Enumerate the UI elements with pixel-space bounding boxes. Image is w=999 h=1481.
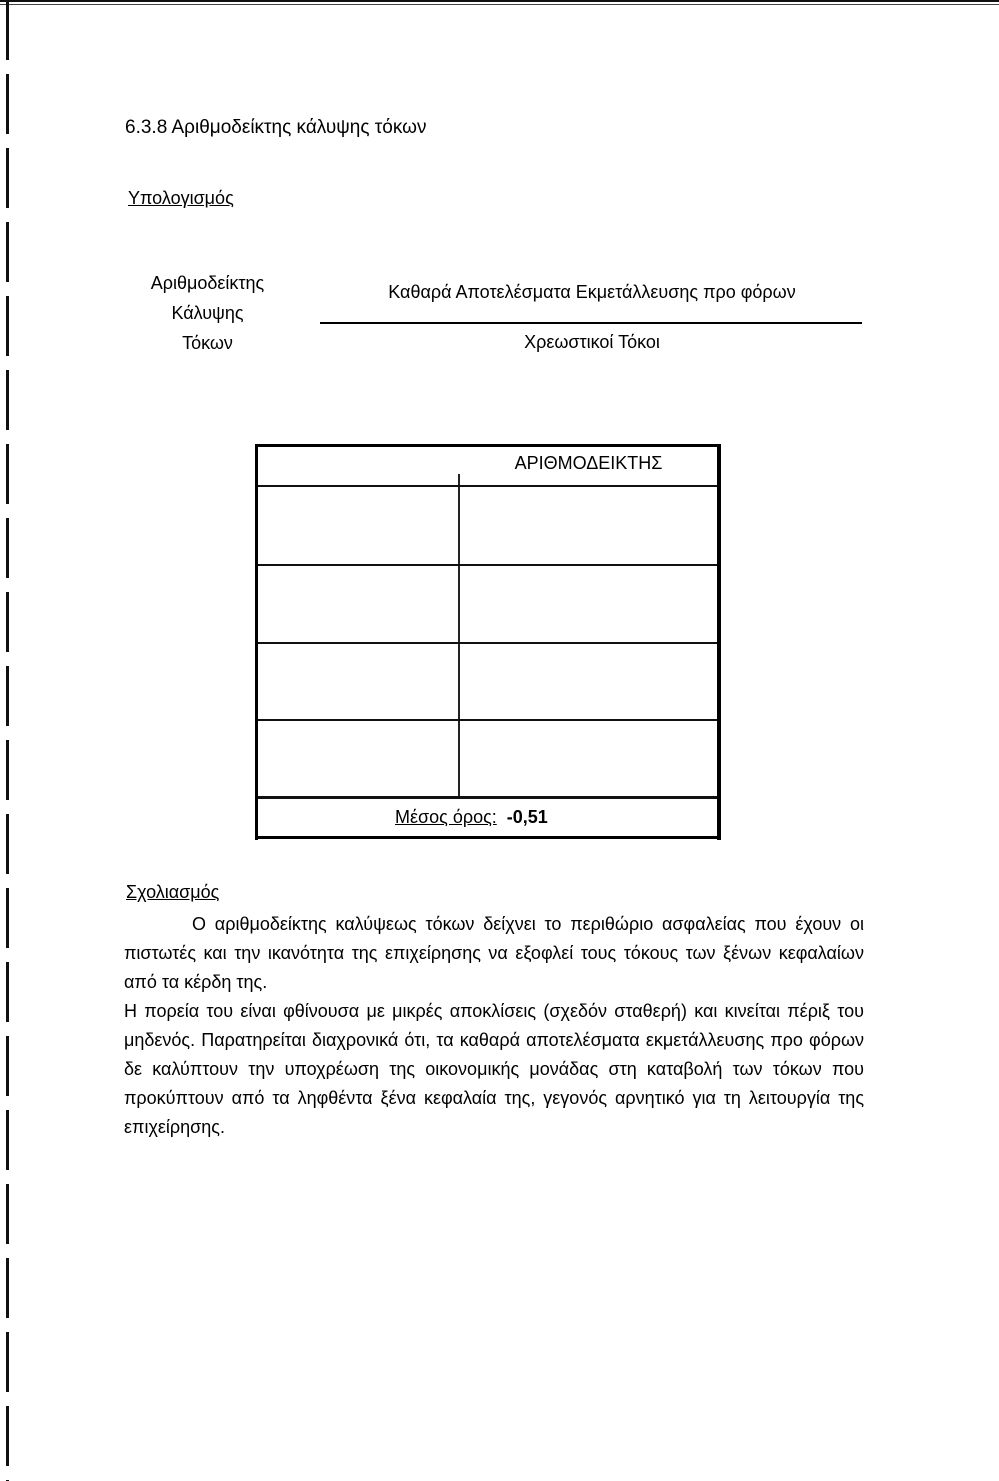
table-border-bottom xyxy=(255,836,721,839)
table-column-divider xyxy=(458,474,460,798)
formula-denominator: Χρεωστικοί Τόκοι xyxy=(524,332,660,352)
ratio-label-line-2: Κάλυψης xyxy=(171,303,244,323)
ratio-label-line-1: Αριθμοδείκτης xyxy=(150,273,265,293)
commentary-body xyxy=(124,910,864,1142)
table-row-divider xyxy=(258,485,717,487)
table-border-top xyxy=(255,444,721,447)
scan-top-edge xyxy=(0,0,999,8)
table-row-divider xyxy=(258,564,717,566)
ratio-label-line-3: Τόκων xyxy=(182,333,233,353)
formula-numerator: Καθαρά Αποτελέσματα Εκμετάλλευσης προ φόρων xyxy=(388,282,796,302)
ratio-label xyxy=(130,268,285,358)
calculation-heading: Υπολογισμός xyxy=(128,188,234,208)
mean-value: -0,51 xyxy=(506,807,548,827)
table-row-divider xyxy=(258,796,717,799)
ratio-table xyxy=(255,444,721,840)
fraction-bar xyxy=(320,322,862,324)
scan-left-edge xyxy=(6,0,9,1481)
table-row-divider xyxy=(258,719,717,721)
table-row-divider xyxy=(258,642,717,644)
table-header: ΑΡΙΘΜΟΔΕΙΚΤΗΣ xyxy=(514,453,663,473)
commentary-paragraph-2: Η πορεία του είναι φθίνουσα με μικρές αποκλίσεις (σχεδόν σταθερή) και κινείται πέριξ του μηδενός. Παρατηρείται διαχρονικά ότι, τα καθαρά αποτελέσματα εκμετάλλευσης προ φόρων δε καλύπτουν την υποχρέωση της οικονομικής μονάδας στη καταβολή των τόκων που προκύπτουν από τα ληφθέντα ξένα κεφαλαία της, γεγονός αρνητικό για τη λειτουργία της επιχείρησης. xyxy=(124,1001,864,1137)
section-heading: 6.3.8 Αριθμοδείκτης κάλυψης τόκων xyxy=(125,117,427,138)
mean-label: Μέσος όρος: xyxy=(395,807,497,827)
commentary-heading: Σχολιασμός xyxy=(126,882,220,902)
table-mean-row xyxy=(395,807,548,828)
table-border-right xyxy=(717,444,721,840)
commentary-paragraph-1: Ο αριθμοδείκτης καλύψεως τόκων δείχνει το περιθώριο ασφαλείας που έχουν οι πιστωτές και την ικανότητα της επιχείρησης να εξοφλεί τους τόκους των ξένων κεφαλαίων από τα κέρδη της. xyxy=(124,914,864,992)
